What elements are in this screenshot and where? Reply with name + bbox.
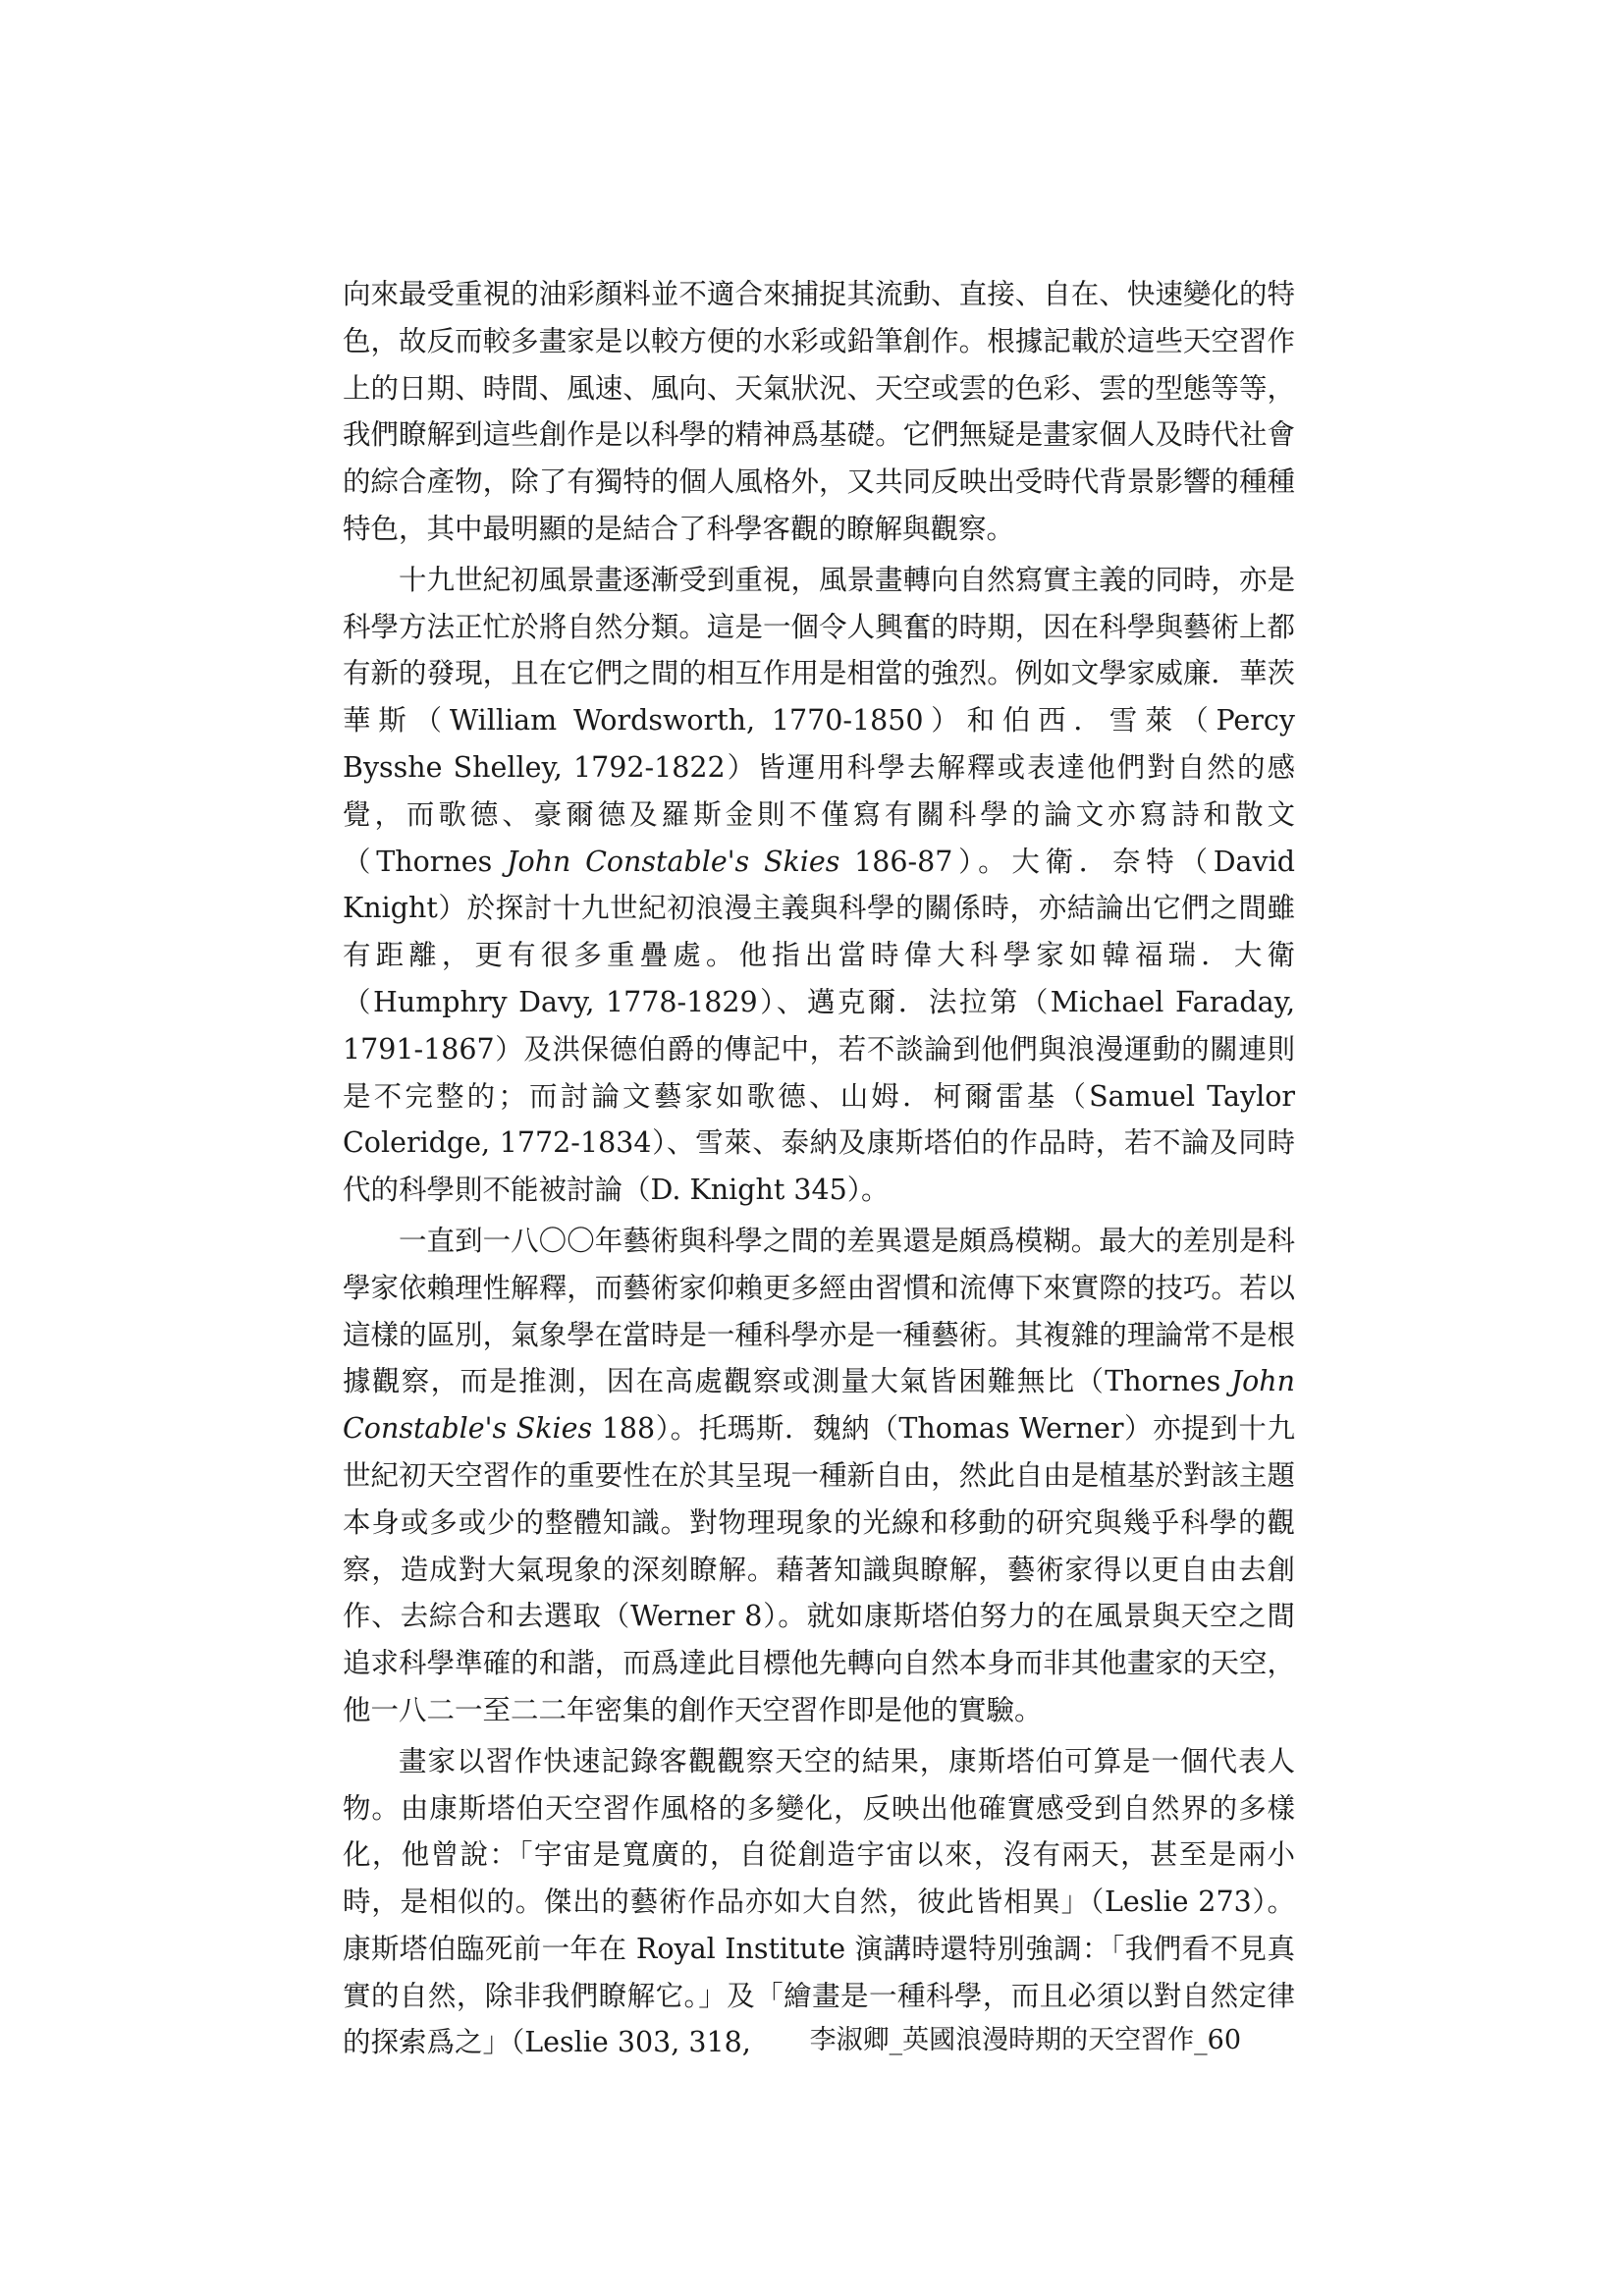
paragraph-2-text: 十九世紀初風景畫逐漸受到重視，風景畫轉向自然寫實主義的同時，亦是科學方法正忙於將自然分類。這是一個令人興奮的時期，因在科學與藝術上都有新的發現，且在它們之間的相互作用是相當的強烈。例如文學家威廉．華茨華斯（William Wordsworth, 1770-1850）和伯西．雪萊（Percy Bysshe Shelley, 1792-1822）皆運用科學去解釋或表達他們對自然的感覺，而歌德、豪爾德及羅斯金則不僅寫有關科學的論文亦寫詩和散文（Thornes (343, 563, 1295, 878)
page-footer: 李淑卿_英國浪漫時期的天空習作_60 (809, 2025, 1241, 2055)
paragraph-2-tail: 186-87）。大衛．奈特（David Knight）於探討十九世紀初浪漫主義與科學的關係時，亦結論出它們之間雖有距離，更有很多重疊處。他指出當時偉大科學家如韓福瑞．大衛（Humphry Davy, 1778-1829）、邁克爾．法拉第（Michael Faraday, 1791-1867）及洪保德伯爵的傳記中，若不談論到他們與浪漫運動的關連則是不完整的；而討論文藝家如歌德、山姆．柯爾雷基（Samuel Taylor Coleridge, 1772-1834）、雪萊、泰納及康斯塔伯的作品時，若不論及同時代的科學則不能被討論（D. Knight 345）。 (343, 845, 1296, 1207)
paragraph-4: 畫家以習作快速記錄客觀觀察天空的結果，康斯塔伯可算是一個代表人物。由康斯塔伯天空習作風格的多變化，反映出他確實感受到自然界的多樣化，他曾說：「宇宙是寬廣的，自從創造宇宙以來，沒有兩天，甚至是兩小時，是相似的。傑出的藝術作品亦如大自然，彼此皆相異」（Leslie 273）。康斯塔伯臨死前一年在 Royal Institute 演講時還特別強調：「我們看不見真實的自然，除非我們瞭解它。」及「繪畫是一種科學，而且必須以對自然定律的探索爲之」（Leslie 303, 318, (343, 1744, 1295, 2059)
paragraph-3 (343, 1218, 1295, 1734)
paragraph-1: 向來最受重視的油彩顏料並不適合來捕捉其流動、直接、自在、快速變化的特色，故反而較多畫家是以較方便的水彩或鉛筆創作。根據記載於這些天空習作上的日期、時間、風速、風向、天氣狀況、天空或雲的色彩、雲的型態等等，我們瞭解到這些創作是以科學的精神爲基礎。它們無疑是畫家個人及時代社會的綜合產物，除了有獨特的個人風格外，又共同反映出受時代背景影響的種種特色，其中最明顯的是結合了科學客觀的瞭解與觀察。 (343, 278, 1295, 545)
italic-title: John Constable's Skies (507, 845, 840, 878)
body-text (343, 271, 1295, 2066)
italic-title: John Constable's Skies (343, 1365, 1295, 1446)
paragraph-3-text: 一直到一八〇〇年藝術與科學之間的差異還是頗爲模糊。最大的差別是科學家依賴理性解釋，而藝術家仰賴更多經由習慣和流傳下來實際的技巧。若以這樣的區別，氣象學在當時是一種科學亦是一種藝術。其複雜的理論常不是根據觀察，而是推測，因在高處觀察或測量大氣皆困難無比（Thornes (343, 1224, 1295, 1398)
paragraph-3-tail: 188）。托瑪斯．魏納（Thomas Werner）亦提到十九世紀初天空習作的重要性在於其呈現一種新自由，然此自由是植基於對該主題本身或多或少的整體知識。對物理現象的光線和移動的研究與幾乎科學的觀察，造成對大氣現象的深刻瞭解。藉著知識與瞭解，藝術家得以更自由去創作、去綜合和去選取（Werner 8）。就如康斯塔伯努力的在風景與天空之間追求科學準確的和諧，而爲達此目標他先轉向自然本身而非其他畫家的天空，他一八二一至二二年密集的創作天空習作即是他的實驗。 (343, 1412, 1295, 1726)
paragraph-2 (343, 557, 1295, 1214)
